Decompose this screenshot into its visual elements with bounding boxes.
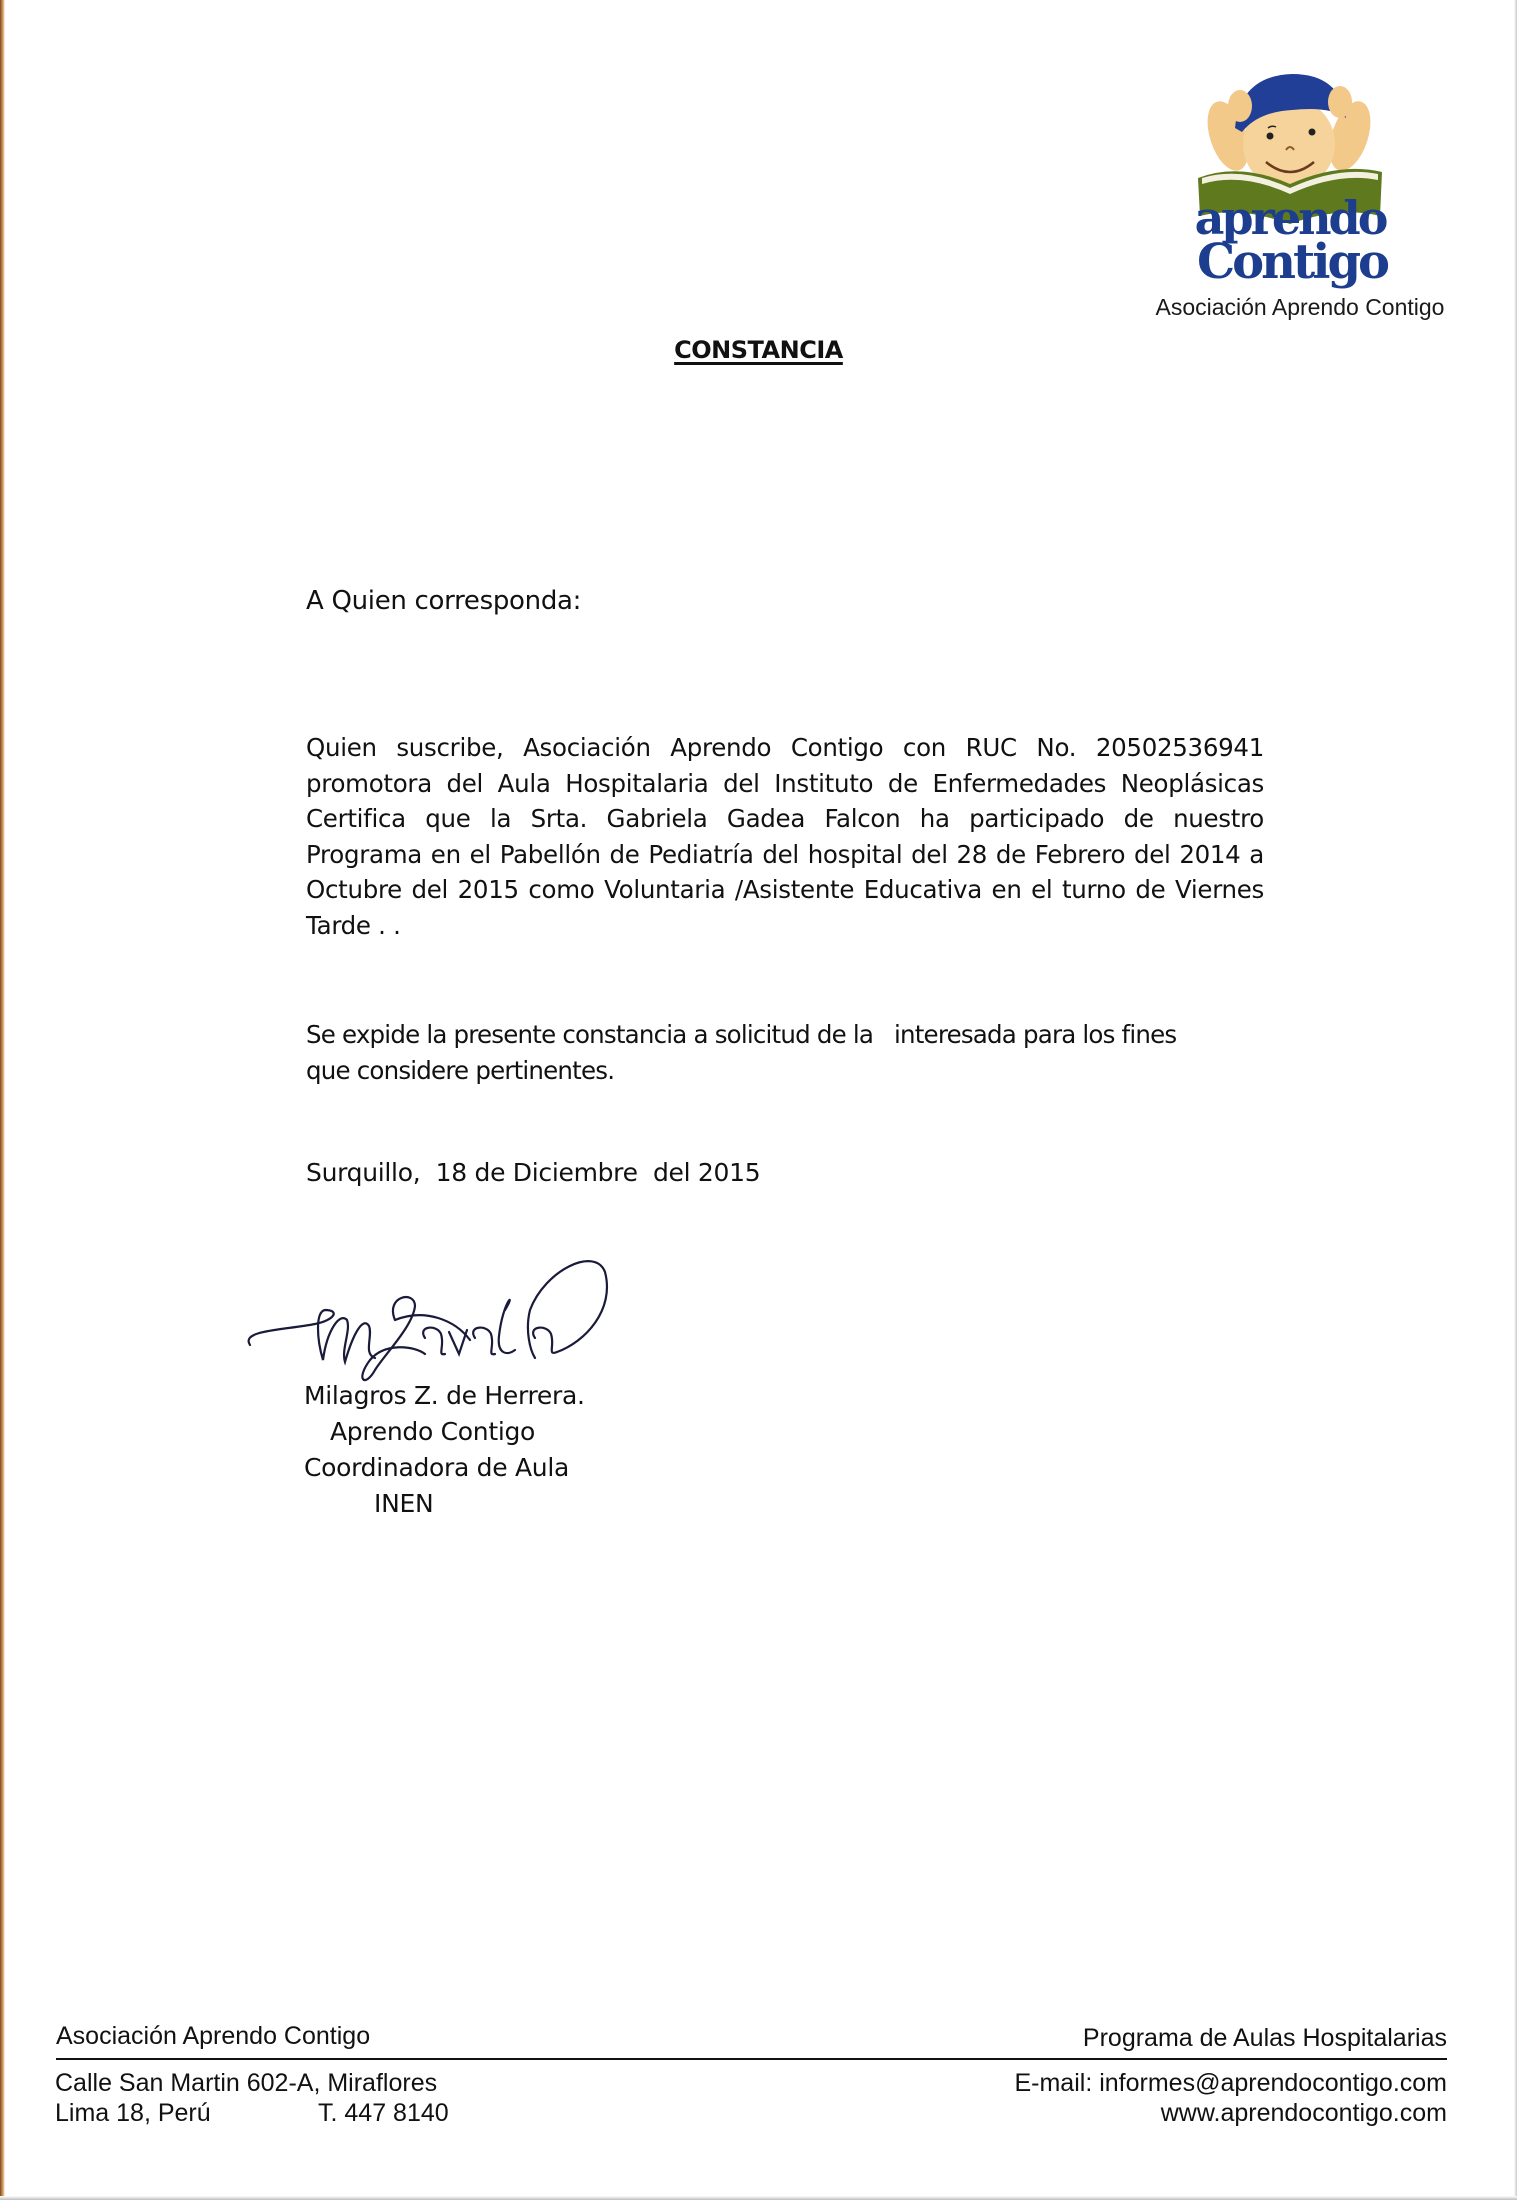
footer-program: Programa de Aulas Hospitalarias bbox=[1082, 2024, 1447, 2052]
footer-street: Calle San Martin 602-A, Miraflores bbox=[55, 2069, 438, 2097]
place-and-date: Surquillo, 18 de Diciembre del 2015 bbox=[306, 1158, 761, 1187]
footer-organization: Asociación Aprendo Contigo bbox=[56, 2022, 371, 2050]
body-line: promotora del Aula Hospitalaria del Instituto de Enfermedades Neoplásicas bbox=[306, 768, 1264, 798]
document-title bbox=[0, 336, 1517, 364]
footer-address bbox=[55, 2068, 449, 2128]
boy-reading-book-logo-icon bbox=[1180, 66, 1400, 296]
document-title-text: CONSTANCIA bbox=[674, 336, 843, 364]
signer-name: Milagros Z. de Herrera. bbox=[304, 1381, 585, 1410]
footer-website[interactable]: www.aprendocontigo.com bbox=[1160, 2099, 1447, 2127]
closing-paragraph bbox=[306, 1017, 1206, 1088]
paper-edge-bottom bbox=[0, 2196, 1517, 2200]
footer-email[interactable]: E-mail: informes@aprendocontigo.com bbox=[1014, 2069, 1447, 2097]
logo-caption: Asociación Aprendo Contigo bbox=[1155, 294, 1445, 320]
body-line: Quien suscribe, Asociación Aprendo Contigo con RUC No. 20502536941 bbox=[306, 733, 1264, 762]
paper-edge-left bbox=[0, 0, 5, 2200]
footer-contact bbox=[1014, 2068, 1447, 2128]
logo-wordmark-contigo: Contigo bbox=[1196, 234, 1388, 290]
footer-divider bbox=[56, 2058, 1447, 2060]
closing-line: Se expide la presente constancia a solicitud de la interesada para los fines bbox=[306, 1020, 1177, 1049]
signer-organization: Aprendo Contigo bbox=[330, 1417, 536, 1446]
salutation: A Quien corresponda: bbox=[306, 586, 582, 616]
body-line: Tarde . . bbox=[306, 910, 401, 940]
signer-role: Coordinadora de Aula bbox=[304, 1453, 569, 1482]
logo-wordmark-aprendo: aprendo bbox=[1194, 191, 1386, 245]
certificate-body bbox=[306, 730, 1264, 943]
body-line: Programa en el Pabellón de Pediatría del hospital del 28 de Febrero del 2014 a bbox=[306, 839, 1264, 869]
body-line: Certifica que la Srta. Gabriela Gadea Falcon ha participado de nuestro bbox=[306, 804, 1264, 833]
footer-phone: T. 447 8140 bbox=[318, 2099, 449, 2127]
signer-block bbox=[304, 1378, 585, 1522]
body-line: Octubre del 2015 como Voluntaria /Asistente Educativa en el turno de Viernes bbox=[306, 875, 1264, 904]
footer-city: Lima 18, Perú bbox=[55, 2099, 211, 2127]
signer-institution: INEN bbox=[374, 1489, 434, 1518]
aprendo-contigo-logo bbox=[1180, 66, 1400, 296]
closing-line: que considere pertinentes. bbox=[306, 1055, 615, 1085]
